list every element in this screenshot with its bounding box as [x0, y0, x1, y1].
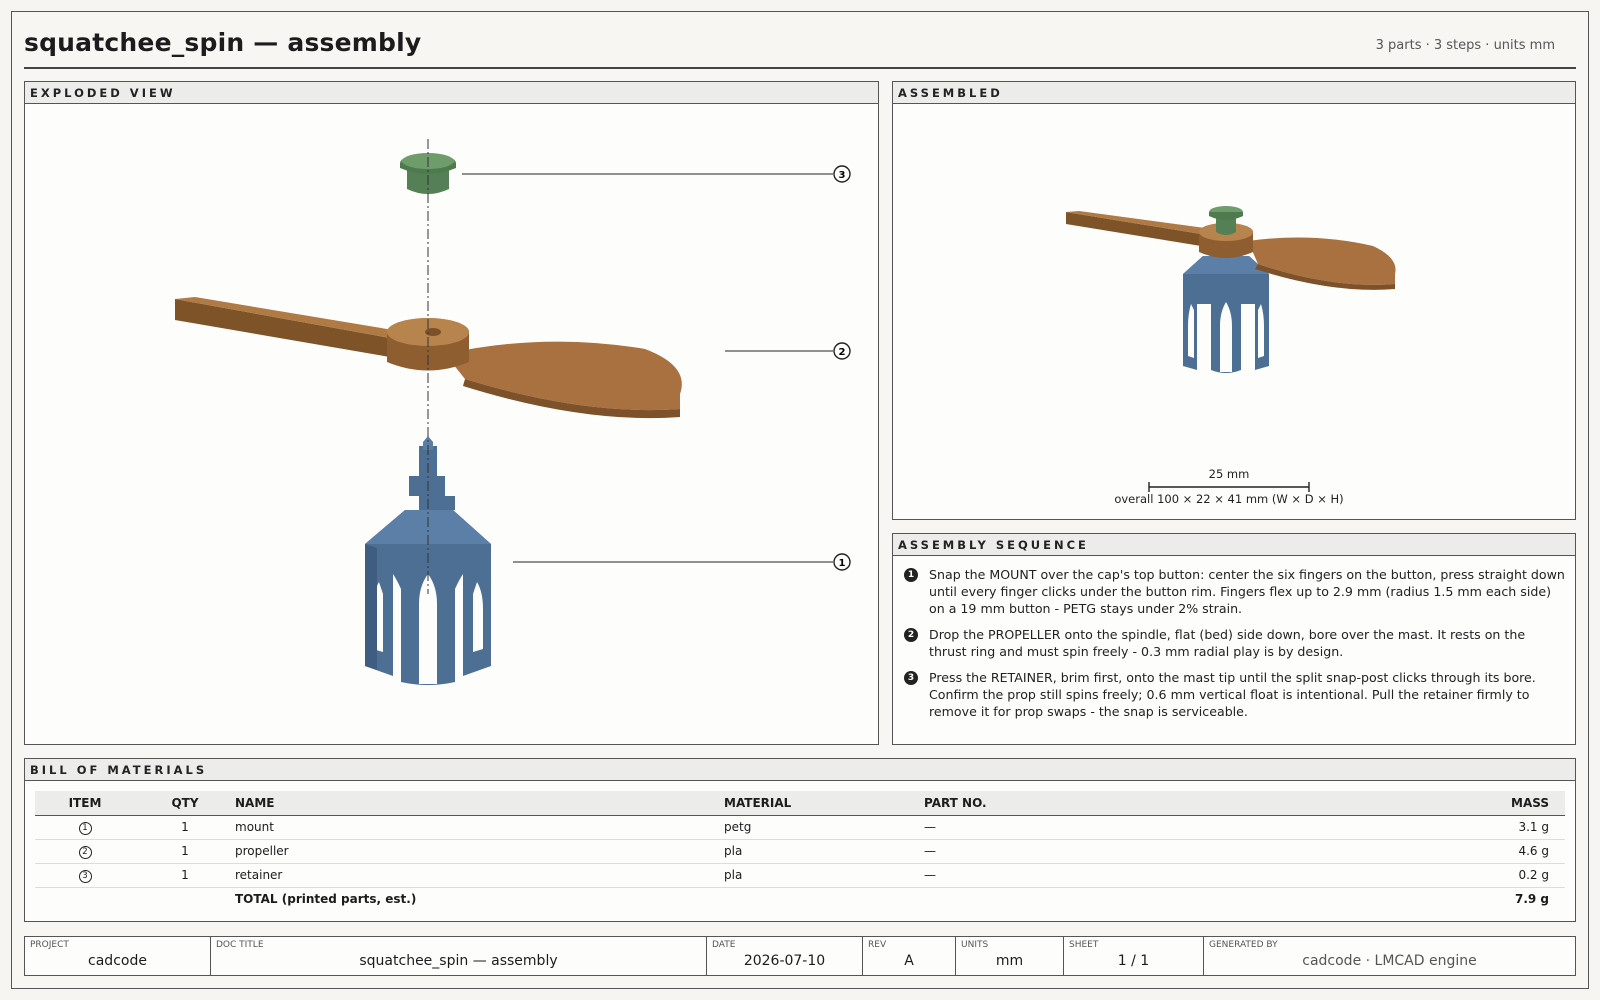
row-part-no: — — [924, 863, 1224, 887]
col-qty: QTY — [135, 791, 235, 815]
header-meta: 3 parts · 3 steps · units mm — [1375, 38, 1555, 53]
overall-dimensions: overall 100 × 22 × 41 mm (W × D × H) — [1114, 492, 1344, 506]
table-row — [35, 839, 1565, 863]
row-qty: 1 — [135, 863, 235, 887]
step-item — [903, 566, 1565, 617]
bom-table — [35, 791, 1565, 911]
page-title: squatchee_spin — assembly — [24, 28, 422, 57]
tb-units: UNITS mm — [956, 937, 1064, 975]
balloon-2-label: 2 — [838, 347, 846, 358]
bom-total-row — [35, 887, 1565, 911]
exploded-view-drawing — [25, 104, 878, 744]
assembled-mount — [1183, 256, 1269, 373]
bom-heading: BILL OF MATERIALS — [25, 759, 1575, 781]
exploded-view-heading: EXPLODED VIEW — [25, 82, 878, 104]
bom-header-row — [35, 791, 1565, 815]
assembled-panel — [892, 81, 1576, 520]
row-name: propeller — [235, 839, 724, 863]
tb-date: DATE 2026-07-10 — [707, 937, 863, 975]
assembled-heading: ASSEMBLED — [893, 82, 1575, 104]
scale-bar-label: 25 mm — [1208, 467, 1250, 481]
step-number: 2 — [904, 628, 918, 642]
row-qty: 1 — [135, 839, 235, 863]
step-item — [903, 669, 1565, 720]
step-list — [893, 556, 1575, 720]
bom-panel — [24, 758, 1576, 922]
row-mass: 0.2 g — [1224, 863, 1565, 887]
balloon-3 — [462, 166, 850, 182]
item-balloon: 3 — [79, 870, 92, 883]
tb-rev: REV A — [863, 937, 956, 975]
row-part-no: — — [924, 839, 1224, 863]
table-row — [35, 863, 1565, 887]
header-rule — [24, 67, 1576, 69]
item-balloon: 1 — [79, 822, 92, 835]
row-name: mount — [235, 815, 724, 839]
row-material: petg — [724, 815, 924, 839]
balloon-1 — [513, 554, 850, 570]
row-part-no: — — [924, 815, 1224, 839]
step-text: Snap the MOUNT over the cap's top button: center the six fingers on the button, press straight down until every finger clicks under the button rim. Fingers flex up to 2.9 mm (radius 1.5 mm each side) on a 19 mm button - PETG stays under 2% strain. — [929, 567, 1565, 616]
step-text: Press the RETAINER, brim first, onto the mast tip until the split snap-post clicks through its bore. Confirm the prop still spins freely; 0.6 mm vertical float is intentional. Pull the retainer firmly to remove it for prop swaps - the snap is serviceable. — [929, 670, 1536, 719]
step-number: 1 — [904, 568, 918, 582]
col-name: NAME — [235, 791, 724, 815]
exploded-view-panel — [24, 81, 879, 745]
total-label: TOTAL (printed parts, est.) — [235, 887, 724, 911]
balloon-1-label: 1 — [838, 558, 846, 569]
item-balloon: 2 — [79, 846, 92, 859]
row-material: pla — [724, 839, 924, 863]
balloon-3-label: 3 — [838, 170, 846, 181]
assembly-sequence-panel — [892, 533, 1576, 745]
col-part-no: PART NO. — [924, 791, 1224, 815]
row-name: retainer — [235, 863, 724, 887]
row-material: pla — [724, 863, 924, 887]
assembly-sequence-heading: ASSEMBLY SEQUENCE — [893, 534, 1575, 556]
col-mass: MASS — [1224, 791, 1565, 815]
title-block — [24, 936, 1576, 976]
assembled-drawing — [893, 104, 1575, 519]
col-item: ITEM — [35, 791, 135, 815]
row-qty: 1 — [135, 815, 235, 839]
tb-doc-title: DOC TITLE squatchee_spin — assembly — [211, 937, 707, 975]
balloon-2 — [725, 343, 850, 359]
tb-generated-by: GENERATED BY cadcode · LMCAD engine — [1209, 940, 1477, 969]
scale-bar — [1149, 467, 1309, 492]
tb-sheet: SHEET 1 / 1 — [1064, 937, 1204, 975]
step-number: 3 — [904, 671, 918, 685]
row-mass: 4.6 g — [1224, 839, 1565, 863]
col-material: MATERIAL — [724, 791, 924, 815]
table-row — [35, 815, 1565, 839]
tb-project: PROJECT cadcode — [25, 937, 211, 975]
total-mass: 7.9 g — [1224, 887, 1565, 911]
step-item — [903, 626, 1565, 660]
row-mass: 3.1 g — [1224, 815, 1565, 839]
step-text: Drop the PROPELLER onto the spindle, flat (bed) side down, bore over the mast. It rests on the thrust ring and must spin freely - 0.3 mm radial play is by design. — [929, 627, 1526, 659]
